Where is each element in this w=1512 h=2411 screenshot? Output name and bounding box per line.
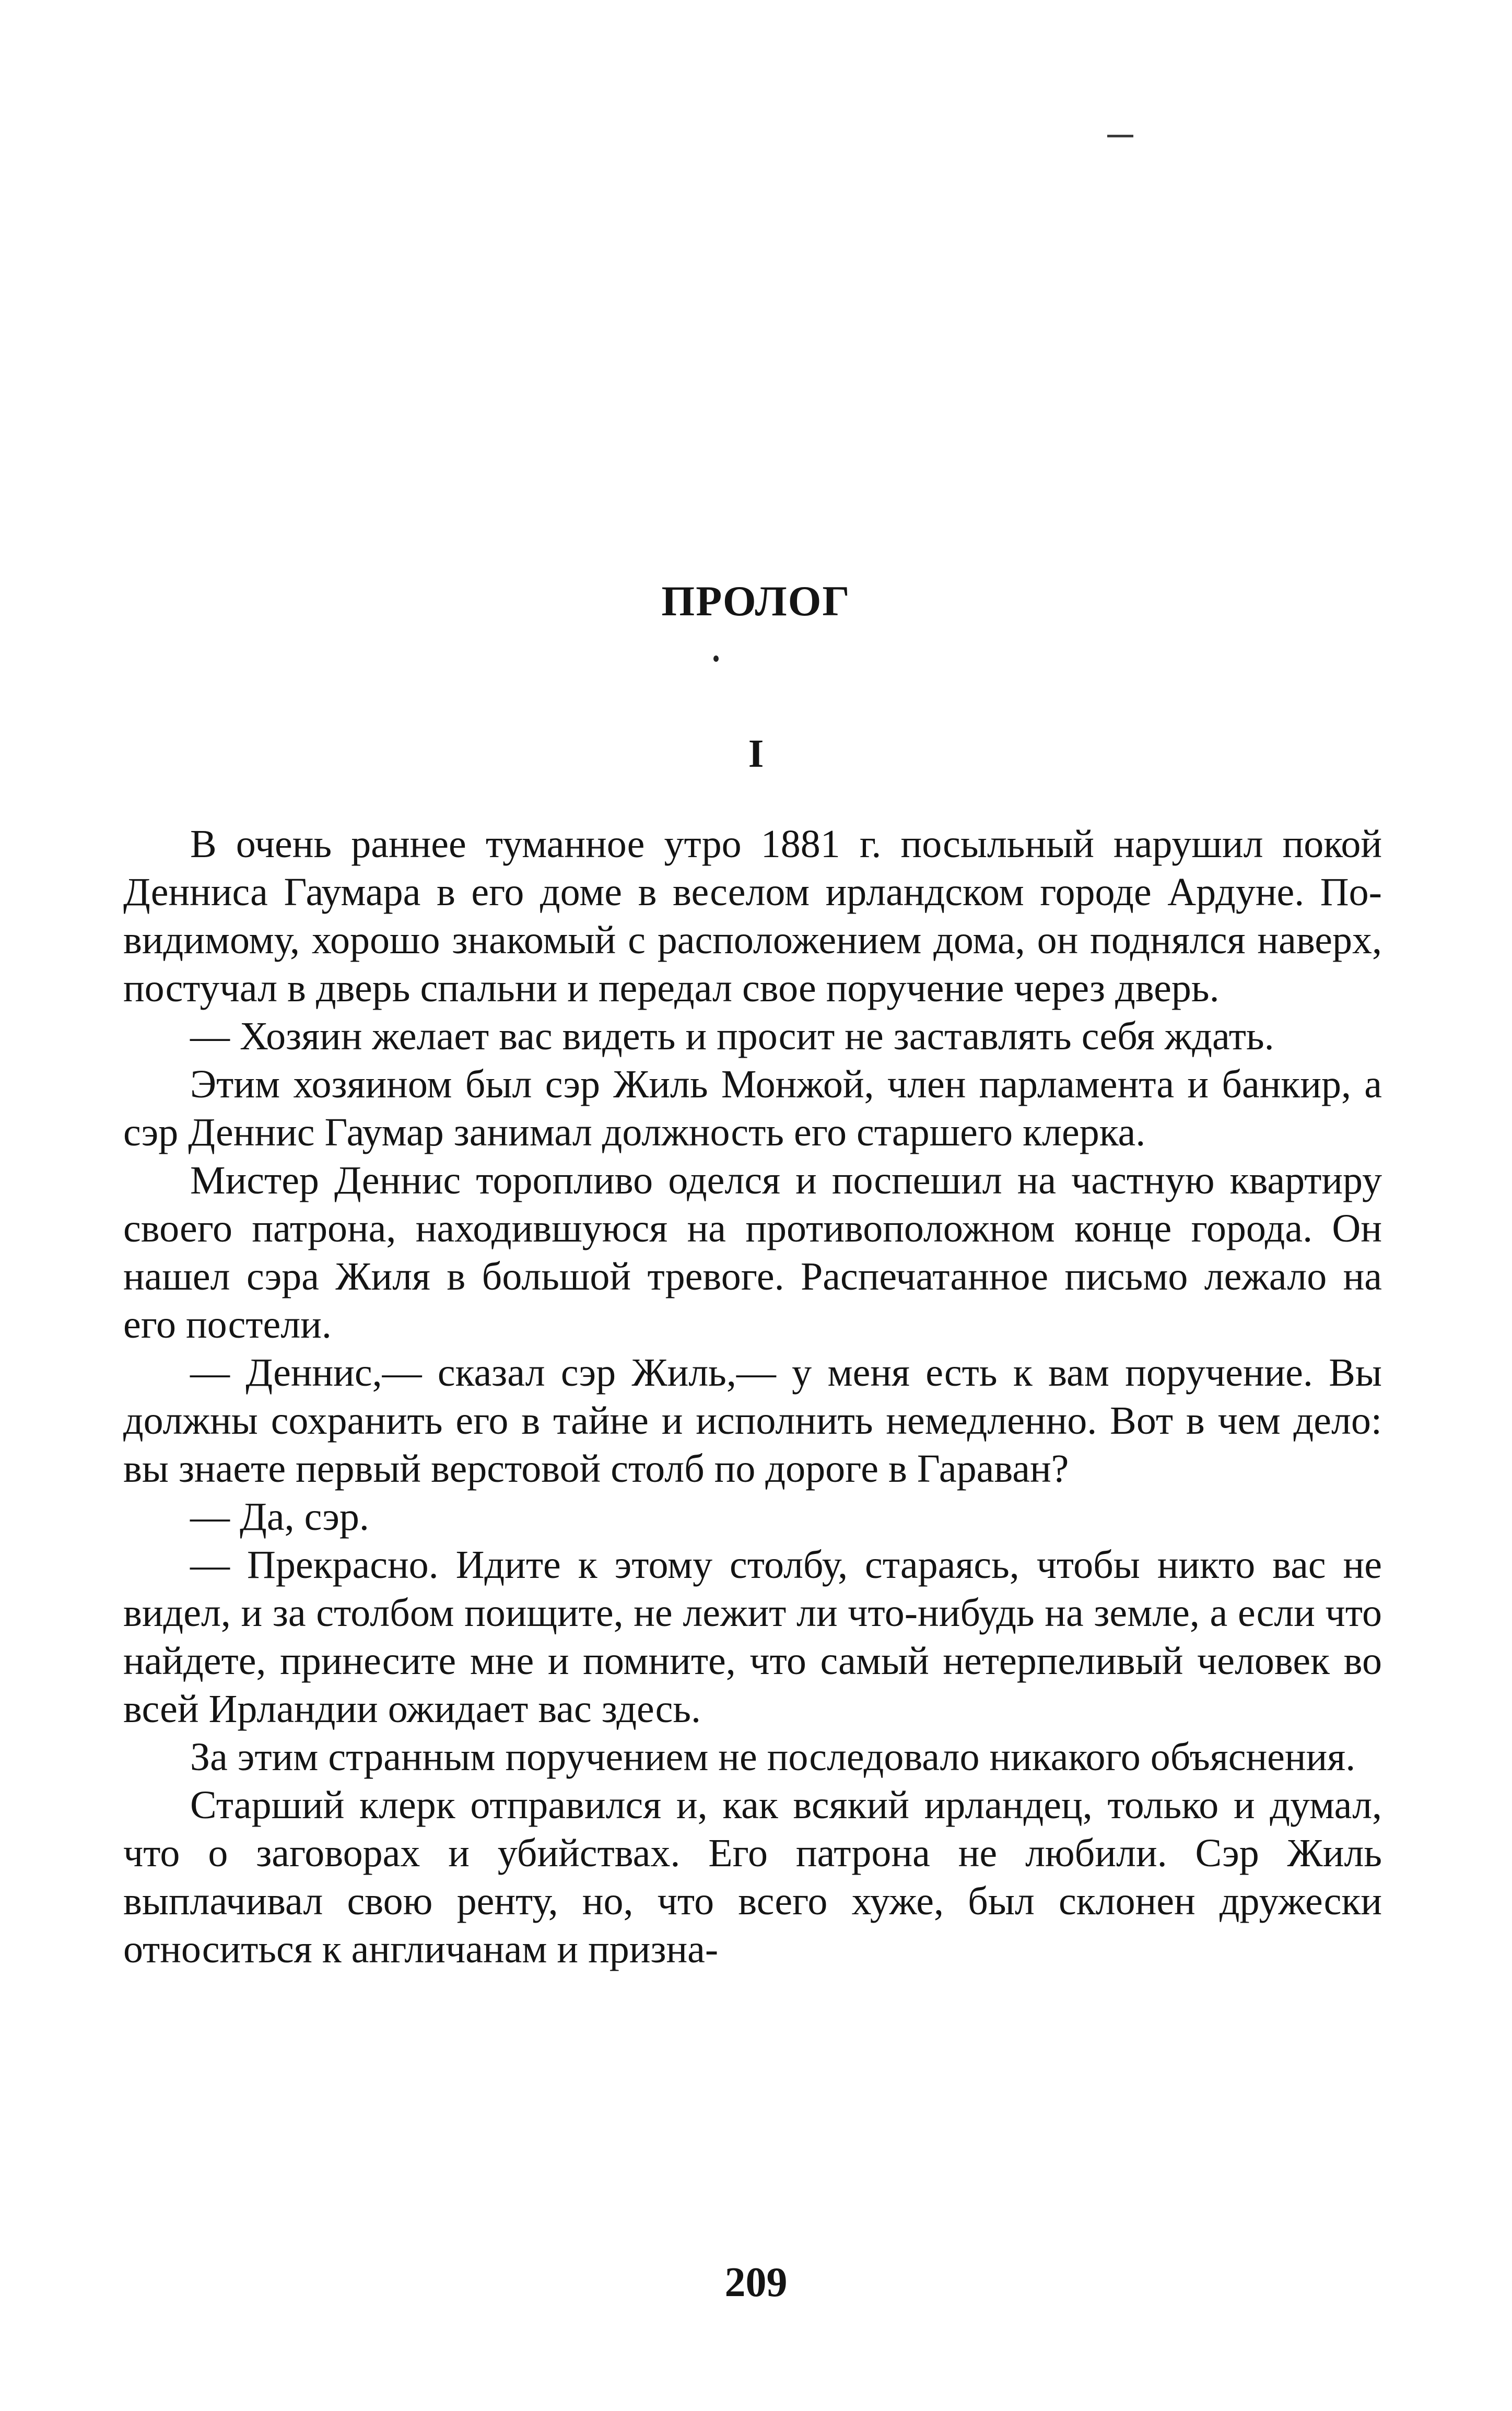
paragraph: — Да, сэр. — [190, 1495, 369, 1539]
paragraph: Мистер Деннис торопливо оделся и поспешил на частную квартиру своего патрона, находившуюся на противоположном конце города. Он нашел сэра Жиля в большой тревоге. Распечатанное письмо лежало на его постели. — [123, 1158, 1382, 1347]
print-speck — [713, 656, 719, 662]
top-margin-mark — [1107, 135, 1133, 137]
paragraph: — Хозяин желает вас видеть и просит не заставлять себя ждать. — [190, 1014, 1274, 1058]
paragraph: В очень раннее туманное утро 1881 г. посыльный нарушил покой Денниса Гаумара в его доме в веселом ирландском городе Ардуне. По-видимому, хорошо знакомый с расположением дома, он поднялся наверх, постучал в дверь спальни и передал свое поручение через дверь. — [123, 822, 1382, 1010]
paragraph: Этим хозяином был сэр Жиль Монжой, член парламента и банкир, а сэр Деннис Гаумар занимал должность его старшего клерка. — [123, 1062, 1382, 1154]
paragraph: — Деннис,— сказал сэр Жиль,— у меня есть к вам поручение. Вы должны сохранить его в тайне и исполнить немедленно. Вот в чем дело: вы знаете первый верстовой столб по дороге в Гараван? — [123, 1351, 1382, 1491]
paragraph: Старший клерк отправился и, как всякий ирландец, только и думал, что о заговорах и убийствах. Его патрона не любили. Сэр Жиль выплачивал свою ренту, но, что всего хуже, был склонен дружески относиться к англичанам и призна- — [123, 1783, 1382, 1971]
page-number: 209 — [724, 2260, 788, 2305]
section-number: I — [748, 732, 764, 776]
chapter-title: ПРОЛОГ — [661, 577, 851, 625]
paragraph: За этим странным поручением не последовало никакого объяснения. — [190, 1735, 1356, 1779]
paragraph: — Прекрасно. Идите к этому столбу, стараясь, чтобы никто вас не видел, и за столбом поищите, не лежит ли что-нибудь на земле, а если что найдете, принесите мне и помните, что самый нетерпеливый человек во всей Ирландии ожидает вас здесь. — [123, 1543, 1382, 1731]
body-text — [123, 820, 1382, 1973]
